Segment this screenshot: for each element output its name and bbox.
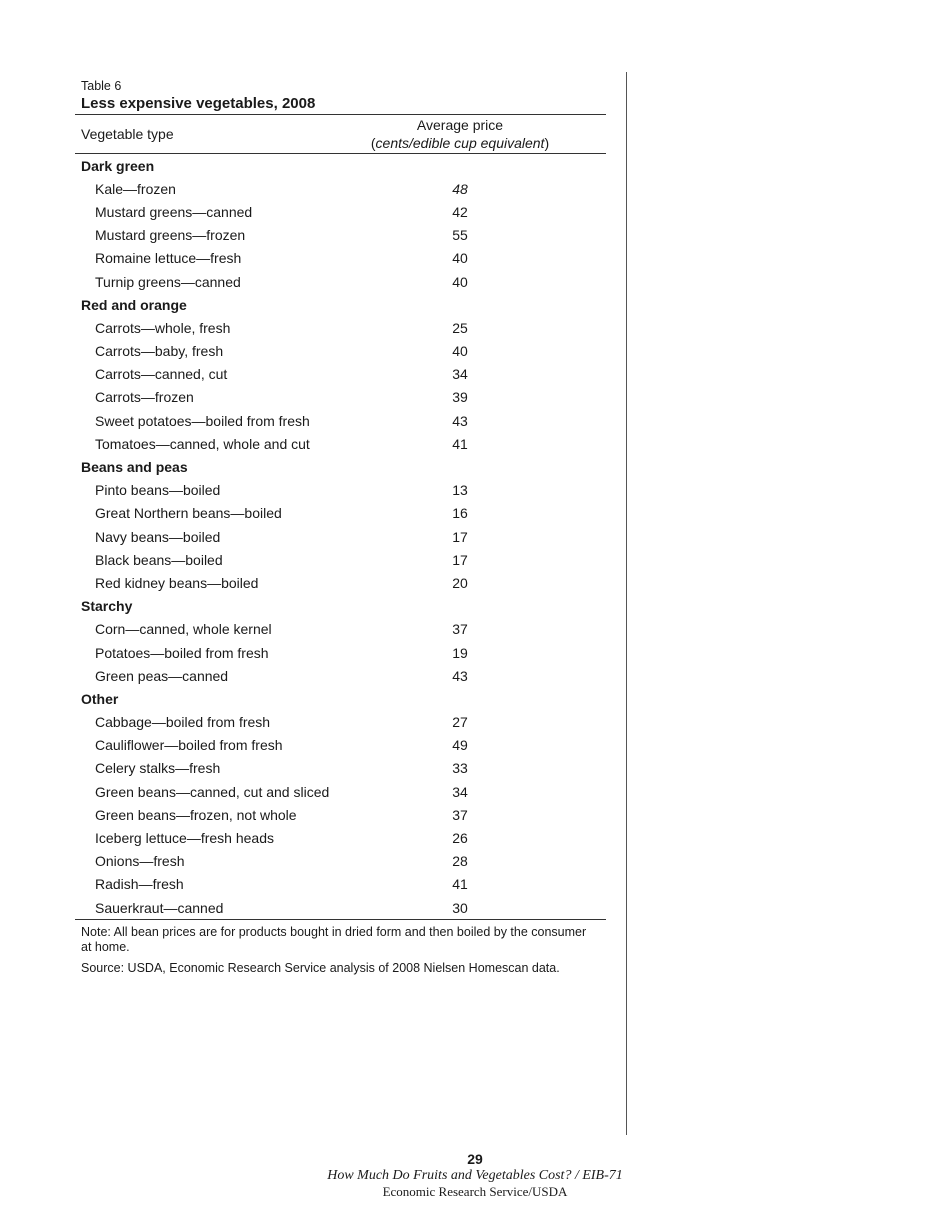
table-row (75, 896, 606, 919)
page-number: 29 (467, 1151, 483, 1167)
average-price: 17 (452, 528, 468, 545)
table-row (75, 548, 606, 571)
average-price: 40 (452, 273, 468, 290)
vegetable-name: Green beans—canned, cut and sliced (95, 783, 330, 800)
column-header-price (340, 116, 580, 152)
table-note: Note: All bean prices are for products bought in dried form and then boiled by the consumer at home. (81, 925, 587, 955)
table-row (75, 432, 606, 455)
table-row (75, 479, 606, 502)
average-price: 43 (452, 667, 468, 684)
vegetable-name: Potatoes—boiled from fresh (95, 644, 269, 661)
average-price: 55 (452, 227, 468, 244)
category-row (75, 293, 606, 316)
average-price: 42 (452, 203, 468, 220)
average-price: 39 (452, 389, 468, 406)
vegetable-name: Pinto beans—boiled (95, 482, 221, 499)
average-price: 28 (452, 853, 468, 870)
publication-title: How Much Do Fruits and Vegetables Cost? / EIB-71 (327, 1168, 623, 1183)
average-price: 40 (452, 250, 468, 267)
average-price: 40 (452, 343, 468, 360)
average-price: 37 (452, 806, 468, 823)
average-price: 34 (452, 366, 468, 383)
vegetable-name: Radish—fresh (95, 876, 184, 893)
category-row (75, 687, 606, 710)
table-row (75, 386, 606, 409)
vegetable-name: Onions—fresh (95, 853, 185, 870)
vegetable-name: Iceberg lettuce—fresh heads (95, 830, 274, 847)
table-row (75, 873, 606, 896)
category-row (75, 154, 606, 177)
paren-open: ( (370, 135, 376, 151)
table-title: Less expensive vegetables, 2008 (81, 95, 316, 112)
average-price: 26 (452, 830, 468, 847)
price-unit: cents/edible cup equivalent (375, 135, 545, 151)
category-label: Starchy (81, 598, 133, 615)
organization: Economic Research Service/USDA (382, 1184, 568, 1199)
vegetable-name: Mustard greens—canned (95, 203, 253, 220)
table-row (75, 711, 606, 734)
table-row (75, 525, 606, 548)
table-row (75, 316, 606, 339)
table-row (75, 224, 606, 247)
category-label: Red and orange (81, 296, 187, 313)
category-row (75, 455, 606, 478)
category-label: Dark green (81, 157, 155, 174)
table-row (75, 270, 606, 293)
table-row (75, 826, 606, 849)
category-row (75, 595, 606, 618)
table-row (75, 363, 606, 386)
vegetable-name: Navy beans—boiled (95, 528, 221, 545)
average-price: 20 (452, 574, 468, 591)
table-row (75, 734, 606, 757)
average-price: 16 (452, 505, 468, 522)
average-price: 27 (452, 714, 468, 731)
category-label: Other (81, 690, 119, 707)
table-row (75, 850, 606, 873)
column-header-price-line2 (340, 134, 580, 152)
table-row (75, 340, 606, 363)
table-body (75, 154, 606, 919)
table-row (75, 664, 606, 687)
vegetable-name: Corn—canned, whole kernel (95, 621, 272, 638)
average-price: 41 (452, 876, 468, 893)
table-row (75, 177, 606, 200)
vegetable-name: Black beans—boiled (95, 551, 223, 568)
table-row (75, 571, 606, 594)
page-footer (0, 1151, 950, 1200)
vegetable-name: Carrots—frozen (95, 389, 194, 406)
vegetable-name: Sweet potatoes—boiled from fresh (95, 412, 310, 429)
vegetable-name: Red kidney beans—boiled (95, 574, 259, 591)
vegetable-name: Mustard greens—frozen (95, 227, 246, 244)
average-price: 33 (452, 760, 468, 777)
vegetable-name: Tomatoes—canned, whole and cut (95, 435, 310, 452)
average-price: 37 (452, 621, 468, 638)
vegetable-name: Cabbage—boiled from fresh (95, 714, 271, 731)
vegetable-name: Great Northern beans—boiled (95, 505, 282, 522)
page-vertical-rule (626, 72, 627, 1135)
vegetable-name: Cauliflower—boiled from fresh (95, 737, 283, 754)
average-price: 49 (452, 737, 468, 754)
vegetable-name: Carrots—whole, fresh (95, 319, 231, 336)
average-price: 34 (452, 783, 468, 800)
table-row (75, 618, 606, 641)
average-price: 25 (452, 319, 468, 336)
column-header-price-line1: Average price (416, 117, 504, 133)
category-label: Beans and peas (81, 459, 188, 476)
vegetable-name: Carrots—baby, fresh (95, 343, 224, 360)
table-source: Source: USDA, Economic Research Service analysis of 2008 Nielsen Homescan data. (81, 961, 560, 976)
column-header-type: Vegetable type (81, 126, 174, 142)
average-price: 48 (452, 180, 468, 197)
table-row (75, 409, 606, 432)
paren-close: ) (544, 135, 550, 151)
vegetable-name: Green peas—canned (95, 667, 229, 684)
vegetable-name: Carrots—canned, cut (95, 366, 228, 383)
average-price: 30 (452, 899, 468, 916)
table-header (75, 115, 606, 153)
table-row (75, 757, 606, 780)
vegetable-name: Kale—frozen (95, 180, 176, 197)
table-row (75, 502, 606, 525)
table-row (75, 200, 606, 223)
table-label: Table 6 (81, 79, 122, 93)
average-price: 17 (452, 551, 468, 568)
table-row (75, 803, 606, 826)
data-table (75, 78, 606, 976)
vegetable-name: Turnip greens—canned (95, 273, 241, 290)
vegetable-name: Romaine lettuce—fresh (95, 250, 242, 267)
vegetable-name: Green beans—frozen, not whole (95, 806, 297, 823)
table-row (75, 780, 606, 803)
average-price: 19 (452, 644, 468, 661)
average-price: 43 (452, 412, 468, 429)
average-price: 13 (452, 482, 468, 499)
vegetable-name: Sauerkraut—canned (95, 899, 224, 916)
vegetable-name: Celery stalks—fresh (95, 760, 221, 777)
average-price: 41 (452, 435, 468, 452)
table-row (75, 641, 606, 664)
table-row (75, 247, 606, 270)
